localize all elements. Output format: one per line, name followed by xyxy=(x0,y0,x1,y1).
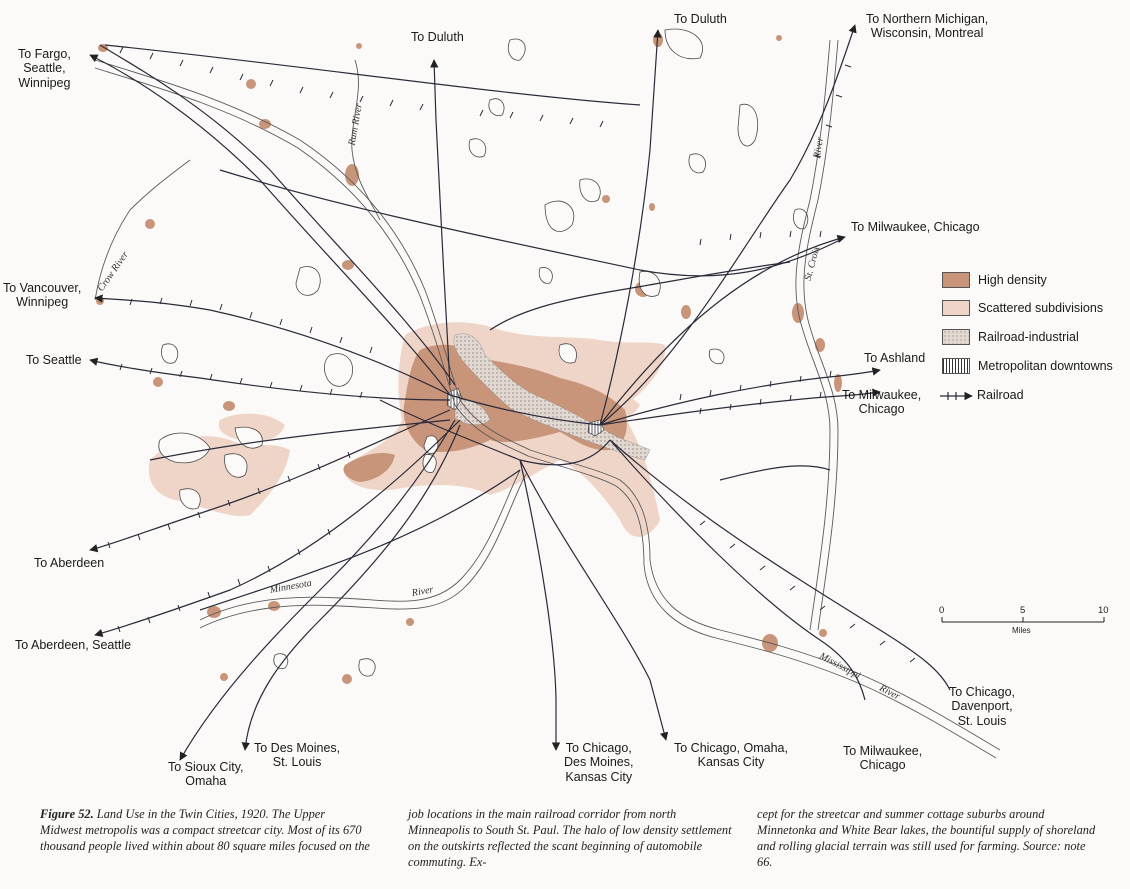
label-to-des-moines: To Des Moines, St. Louis xyxy=(254,741,341,770)
legend-item-railroad-industrial xyxy=(942,329,1079,345)
scale-tick-10: 10 xyxy=(1098,605,1109,616)
rail-fargo-2 xyxy=(100,45,455,385)
scale-tick-5: 5 xyxy=(1020,605,1026,616)
legend-swatch-downtowns xyxy=(942,358,970,374)
scale-bar xyxy=(942,617,1104,622)
legend-label-railroad-industrial: Railroad-industrial xyxy=(978,330,1079,344)
label-to-vancouver: To Vancouver, Winnipeg xyxy=(3,281,82,310)
legend-label-high-density: High density xyxy=(978,273,1047,287)
label-to-fargo: To Fargo, Seattle, Winnipeg xyxy=(18,47,71,90)
scale-unit: Miles xyxy=(1012,626,1031,635)
label-to-chicago-omaha: To Chicago, Omaha, Kansas City xyxy=(674,741,788,770)
label-to-duluth-east: To Duluth xyxy=(674,12,727,26)
label-to-milwaukee-chicago-3: To Milwaukee, Chicago xyxy=(843,744,923,773)
caption-column-2: job locations in the main railroad corridor from north Minneapolis to South St. Paul. The halo of low density settlement on the outskirts reflected the scant beginning of automobile commuting. Ex- xyxy=(408,807,732,869)
label-to-aberdeen: To Aberdeen xyxy=(34,556,105,570)
legend-label-scattered: Scattered subdivisions xyxy=(978,301,1104,315)
rail-vancouver xyxy=(95,298,450,395)
scale-tick-0: 0 xyxy=(939,605,945,616)
label-rum-river: Rum River xyxy=(346,102,365,147)
label-to-milwaukee-chicago-2: To Milwaukee, Chicago xyxy=(842,388,922,417)
label-to-northern-michigan: To Northern Michigan, Wisconsin, Montreal xyxy=(866,12,989,41)
caption-column-1 xyxy=(40,806,370,854)
rail-seattle xyxy=(90,360,450,400)
legend-item-scattered xyxy=(942,300,1103,316)
legend-label-railroad: Railroad xyxy=(977,388,1024,402)
legend-item-downtowns xyxy=(942,358,1113,374)
legend-item-high-density xyxy=(942,272,1047,288)
caption-text-1: Land Use in the Twin Cities, 1920. The Upper Midwest metropolis was a compact streetcar city. Most of its 670 thousand people lived within about 80 square miles focused on the xyxy=(40,807,370,853)
legend-railroad-symbol xyxy=(940,392,972,400)
label-mississippi: Mississippi xyxy=(817,650,863,682)
label-to-sioux-city: To Sioux City, Omaha xyxy=(168,760,244,789)
label-to-chicago-davenport: To Chicago, Davenport, St. Louis xyxy=(949,685,1016,728)
legend-swatch-high-density xyxy=(942,272,970,288)
legend-swatch-railroad-industrial xyxy=(942,329,970,345)
rail-fargo xyxy=(90,55,450,395)
label-minnesota-river: River xyxy=(411,584,435,599)
label-minnesota: Minnesota xyxy=(269,577,313,596)
label-to-seattle: To Seattle xyxy=(26,353,82,367)
label-to-duluth-west: To Duluth xyxy=(411,30,464,44)
label-to-milwaukee-chicago-1: To Milwaukee, Chicago xyxy=(851,220,980,234)
label-to-ashland: To Ashland xyxy=(864,351,926,365)
rail-chicago-des-moines xyxy=(520,460,556,750)
label-st-croix-river: River xyxy=(811,136,827,160)
rail-chicago-davenport xyxy=(610,440,950,690)
label-to-chicago-des-moines: To Chicago, Des Moines, Kansas City xyxy=(564,741,634,784)
label-crow-river: Crow River xyxy=(95,249,131,294)
caption-column-3: cept for the streetcar and summer cottage suburbs around Minnetonka and White Bear lakes, the bountiful supply of shoreland and rolling glacial terrain was still used for farming. Source: note 66. xyxy=(757,807,1096,869)
caption-figure-label: Figure 52. xyxy=(40,807,94,821)
legend-swatch-scattered xyxy=(942,300,970,316)
label-to-aberdeen-seattle: To Aberdeen, Seattle xyxy=(15,638,132,652)
label-mississippi-river: River xyxy=(877,682,902,703)
label-st-croix-name: St. Croix xyxy=(802,245,823,282)
legend-label-downtowns: Metropolitan downtowns xyxy=(978,359,1113,373)
